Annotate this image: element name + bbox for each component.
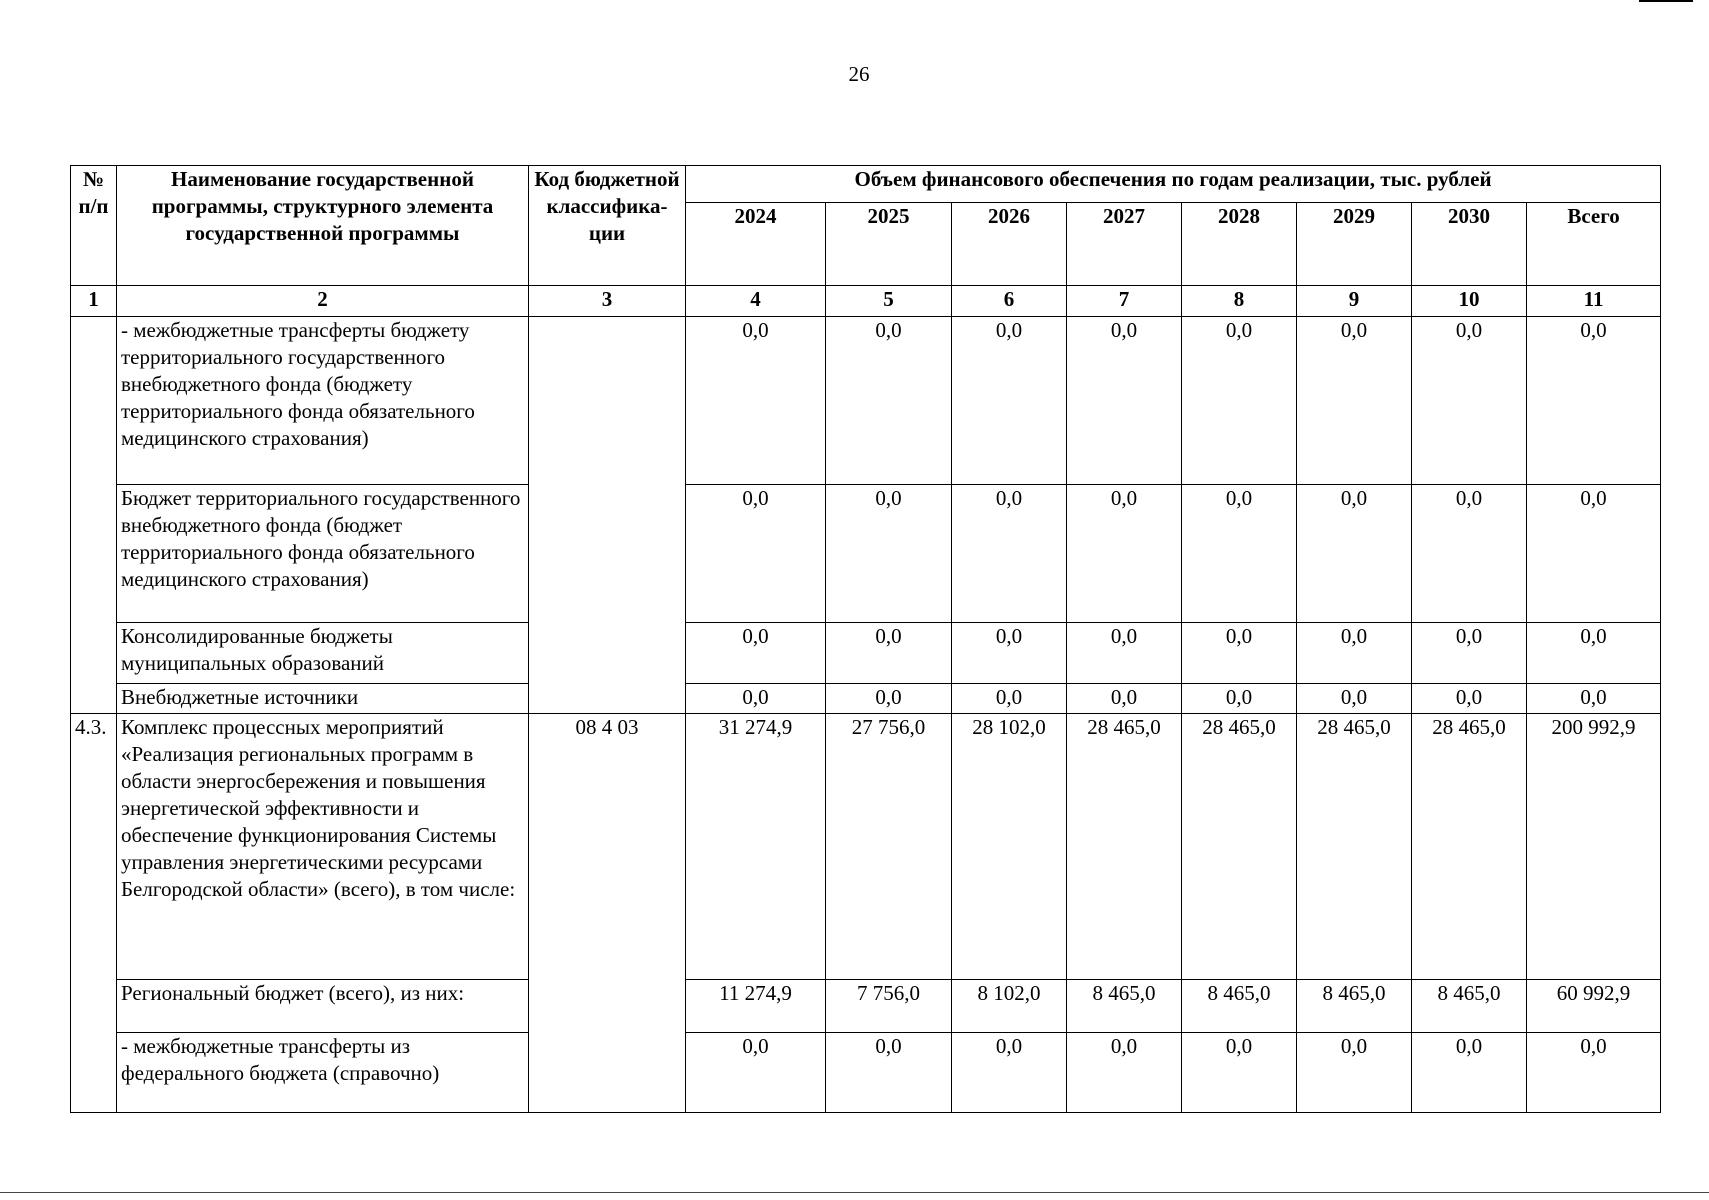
row-number-cell	[71, 317, 117, 714]
value-cell: 0,0	[1182, 485, 1297, 623]
header-year: 2028	[1182, 203, 1297, 286]
value-cell: 0,0	[1297, 684, 1412, 714]
value-cell: 0,0	[1412, 623, 1527, 684]
value-cell: 0,0	[1182, 684, 1297, 714]
row-code-cell	[529, 317, 686, 714]
value-cell: 0,0	[952, 485, 1067, 623]
row-name-cell: Внебюджетные источники	[117, 684, 529, 714]
financing-table	[70, 165, 1661, 1113]
total-cell: 0,0	[1527, 485, 1661, 623]
scan-edge-mark	[1639, 0, 1693, 2]
value-cell: 0,0	[1412, 485, 1527, 623]
value-cell: 27 756,0	[826, 714, 952, 980]
value-cell: 8 465,0	[1067, 980, 1182, 1033]
value-cell: 8 102,0	[952, 980, 1067, 1033]
header-year: 2029	[1297, 203, 1412, 286]
column-number: 8	[1182, 286, 1297, 317]
table-row	[71, 623, 1661, 684]
total-cell: 0,0	[1527, 1033, 1661, 1113]
value-cell: 0,0	[1067, 1033, 1182, 1113]
table-row	[71, 684, 1661, 714]
value-cell: 0,0	[826, 623, 952, 684]
total-cell: 0,0	[1527, 317, 1661, 485]
row-name-cell: Бюджет территориального государственного внебюджетного фонда (бюджет территориального фонда обязательного медицинского страхования)	[117, 485, 529, 623]
total-cell: 0,0	[1527, 623, 1661, 684]
value-cell: 0,0	[686, 623, 826, 684]
value-cell: 8 465,0	[1297, 980, 1412, 1033]
header-total: Всего	[1527, 203, 1661, 286]
value-cell: 7 756,0	[826, 980, 952, 1033]
column-number: 10	[1412, 286, 1527, 317]
value-cell: 0,0	[1297, 623, 1412, 684]
value-cell: 0,0	[1182, 1033, 1297, 1113]
row-code-cell: 08 4 03	[529, 714, 686, 1113]
header-code: Код бюджетной классифика-ции	[529, 166, 686, 286]
value-cell: 11 274,9	[686, 980, 826, 1033]
value-cell: 0,0	[952, 317, 1067, 485]
table-row	[71, 714, 1661, 980]
value-cell: 0,0	[686, 485, 826, 623]
value-cell: 0,0	[1067, 317, 1182, 485]
column-number: 7	[1067, 286, 1182, 317]
header-volume: Объем финансового обеспечения по годам реализации, тыс. рублей	[686, 166, 1661, 203]
value-cell: 0,0	[952, 623, 1067, 684]
table-row	[71, 485, 1661, 623]
header-year: 2026	[952, 203, 1067, 286]
value-cell: 0,0	[1412, 317, 1527, 485]
table-row	[71, 317, 1661, 485]
value-cell: 28 465,0	[1297, 714, 1412, 980]
value-cell: 28 465,0	[1067, 714, 1182, 980]
row-name-cell: Консолидированные бюджеты муниципальных образований	[117, 623, 529, 684]
header-year: 2030	[1412, 203, 1527, 286]
header-year: 2025	[826, 203, 952, 286]
value-cell: 8 465,0	[1412, 980, 1527, 1033]
value-cell: 0,0	[1412, 1033, 1527, 1113]
column-number: 5	[826, 286, 952, 317]
column-number: 6	[952, 286, 1067, 317]
page-number: 26	[848, 62, 870, 86]
value-cell: 0,0	[1297, 317, 1412, 485]
header-year: 2024	[686, 203, 826, 286]
column-number: 9	[1297, 286, 1412, 317]
value-cell: 0,0	[1182, 317, 1297, 485]
value-cell: 0,0	[1297, 485, 1412, 623]
header-name: Наименование государственной программы, структурного элемента государственной программы	[117, 166, 529, 286]
row-name-cell: Региональный бюджет (всего), из них:	[117, 980, 529, 1033]
table-row	[71, 980, 1661, 1033]
value-cell: 0,0	[686, 317, 826, 485]
value-cell: 0,0	[826, 317, 952, 485]
total-cell: 0,0	[1527, 684, 1661, 714]
value-cell: 0,0	[826, 485, 952, 623]
row-name-cell: - межбюджетные трансферты бюджету территориального государственного внебюджетного фонда (бюджету территориального фонда обязательного медицинского страхования)	[117, 317, 529, 485]
value-cell: 0,0	[826, 684, 952, 714]
value-cell: 28 465,0	[1182, 714, 1297, 980]
scan-bottom-edge	[0, 1192, 1709, 1193]
column-number: 3	[529, 286, 686, 317]
value-cell: 28 465,0	[1412, 714, 1527, 980]
value-cell: 0,0	[686, 684, 826, 714]
value-cell: 8 465,0	[1182, 980, 1297, 1033]
table-row	[71, 1033, 1661, 1113]
value-cell: 31 274,9	[686, 714, 826, 980]
column-number: 4	[686, 286, 826, 317]
total-cell: 200 992,9	[1527, 714, 1661, 980]
row-number-cell: 4.3.	[71, 714, 117, 1113]
header-year: 2027	[1067, 203, 1182, 286]
row-name-cell: Комплекс процессных мероприятий «Реализация региональных программ в области энергосбережения и повышения энергетической эффективности и обеспечение функционирования Системы управления энергетическими ресурсами Белгородской области» (всего), в том числе:	[117, 714, 529, 980]
value-cell: 0,0	[686, 1033, 826, 1113]
value-cell: 0,0	[1182, 623, 1297, 684]
value-cell: 0,0	[1067, 684, 1182, 714]
value-cell: 0,0	[1067, 485, 1182, 623]
row-name-cell: - межбюджетные трансферты из федерального бюджета (справочно)	[117, 1033, 529, 1113]
value-cell: 0,0	[952, 1033, 1067, 1113]
value-cell: 0,0	[952, 684, 1067, 714]
column-number: 2	[117, 286, 529, 317]
value-cell: 0,0	[1412, 684, 1527, 714]
value-cell: 0,0	[1297, 1033, 1412, 1113]
total-cell: 60 992,9	[1527, 980, 1661, 1033]
column-number: 1	[71, 286, 117, 317]
column-number: 11	[1527, 286, 1661, 317]
value-cell: 0,0	[826, 1033, 952, 1113]
header-npp: № п/п	[71, 166, 117, 286]
value-cell: 28 102,0	[952, 714, 1067, 980]
value-cell: 0,0	[1067, 623, 1182, 684]
